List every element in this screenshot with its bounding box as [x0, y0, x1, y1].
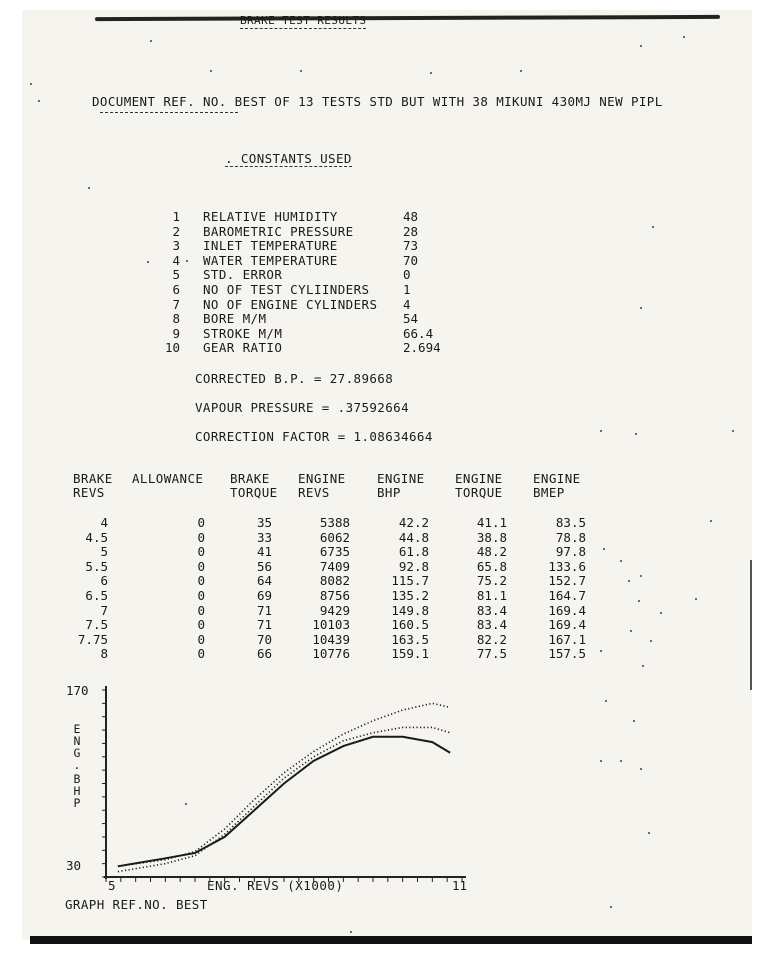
constant-number: 4 — [172, 252, 180, 268]
x-tick-label: 11 — [452, 878, 468, 893]
table-cell: 35 — [256, 515, 272, 530]
table-cell: 152.7 — [548, 573, 586, 589]
constant-number: 6 — [172, 282, 180, 297]
constant-label: BAROMETRIC PRESSURE — [203, 223, 354, 239]
table-cell: 133.6 — [548, 558, 586, 574]
constant-value: 54 — [403, 311, 419, 327]
table-cell: 149.8 — [391, 602, 429, 618]
scan-speck — [660, 612, 662, 614]
table-cell: 97.8 — [555, 544, 586, 560]
table-cell: 78.8 — [555, 529, 586, 545]
table-cell: 77.5 — [476, 646, 507, 662]
scan-speck — [185, 803, 187, 805]
scan-speck — [210, 70, 212, 72]
scan-speck — [638, 600, 640, 602]
scan-speck — [633, 720, 635, 722]
corrected-bp: CORRECTED B.P. = 27.89668 — [195, 371, 394, 386]
table-cell: 56 — [256, 558, 272, 574]
constant-value: 66.4 — [403, 325, 434, 341]
table-cell: 7 — [100, 602, 108, 618]
constant-label: NO OF TEST CYLIINDERS — [203, 282, 370, 297]
column-header: ALLOWANCE — [132, 471, 204, 486]
table-cell: 69 — [256, 588, 272, 603]
table-cell: 0 — [197, 602, 205, 618]
table-cell: 7.5 — [85, 617, 108, 633]
scan-speck — [430, 72, 432, 74]
table-cell: 6.5 — [85, 588, 108, 603]
table-cell: 8756 — [319, 588, 350, 603]
scan-speck — [147, 261, 149, 263]
constant-number: 7 — [172, 296, 180, 312]
constant-number: 5 — [172, 267, 180, 283]
table-cell: 66 — [256, 646, 272, 662]
column-header: ENGINE TORQUE — [455, 471, 503, 500]
table-cell: 7409 — [319, 558, 350, 574]
y-tick-label: 170 — [66, 683, 89, 698]
document-ref: DOCUMENT REF. NO. BEST OF 13 TESTS STD BUT WITH 38 MIKUNI 430MJ NEW PIPL — [92, 94, 663, 109]
table-cell: 7.75 — [77, 631, 108, 647]
constant-value: 0 — [403, 267, 411, 283]
table-cell: 41 — [256, 544, 272, 560]
constant-label: WATER TEMPERATURE — [203, 252, 338, 268]
y-axis-label-char: P — [73, 796, 81, 810]
table-cell: 159.1 — [391, 646, 429, 662]
column-header: ENGINE REVS — [298, 471, 346, 500]
scan-speck — [710, 520, 712, 522]
table-cell: 6062 — [319, 529, 350, 545]
table-cell: 83.4 — [476, 602, 507, 618]
y-tick-label: 30 — [66, 858, 82, 873]
table-cell: 71 — [256, 617, 272, 633]
constant-number: 8 — [172, 311, 180, 327]
table-cell: 167.1 — [548, 631, 586, 647]
scan-speck — [683, 36, 685, 38]
vapour-pressure: VAPOUR PRESSURE = .37592664 — [195, 400, 409, 415]
paper-edge — [750, 560, 752, 690]
table-cell: 83.5 — [555, 515, 586, 530]
table-cell: 48.2 — [476, 544, 507, 560]
constants-heading: . CONSTANTS USED — [225, 151, 352, 166]
scan-speck — [610, 906, 612, 908]
table-cell: 65.8 — [476, 558, 507, 574]
column-header: BRAKE TORQUE — [230, 471, 278, 500]
column-header: ENGINE BMEP — [533, 471, 581, 500]
table-cell: 70 — [256, 631, 272, 647]
table-cell: 5 — [100, 544, 108, 560]
constant-value: 28 — [403, 223, 419, 239]
constant-number: 3 — [172, 238, 180, 254]
table-cell: 82.2 — [476, 631, 507, 647]
table-cell: 0 — [197, 588, 205, 603]
y-axis-label-char: G — [73, 746, 81, 760]
table-cell: 83.4 — [476, 617, 507, 633]
table-cell: 42.2 — [398, 515, 429, 530]
table-cell: 75.2 — [476, 573, 507, 589]
table-cell: 115.7 — [391, 573, 429, 589]
constant-number: 1 — [172, 209, 180, 224]
y-axis-label-char: B — [73, 772, 81, 786]
scan-speck — [350, 931, 352, 933]
scan-speck — [600, 650, 602, 652]
table-cell: 0 — [197, 646, 205, 662]
table-cell: 169.4 — [548, 617, 586, 633]
scan-speck — [605, 700, 607, 702]
table-cell: 135.2 — [391, 588, 429, 603]
table-cell: 0 — [197, 631, 205, 647]
table-cell: 61.8 — [398, 544, 429, 560]
table-cell: 0 — [197, 515, 205, 530]
table-cell: 8082 — [319, 573, 350, 589]
constant-label: INLET TEMPERATURE — [203, 238, 338, 254]
scan-speck — [600, 430, 602, 432]
constant-value: 4 — [403, 296, 411, 312]
scan-speck — [38, 100, 40, 102]
scan-speck — [650, 640, 652, 642]
constant-value: 1 — [403, 282, 411, 297]
scan-speck — [620, 760, 622, 762]
y-axis-label-char: N — [73, 734, 81, 748]
table-cell: 5388 — [319, 515, 350, 530]
scan-speck — [600, 760, 602, 762]
scan-speck — [300, 70, 302, 72]
table-cell: 5.5 — [85, 558, 108, 574]
constant-label: BORE M/M — [203, 311, 267, 327]
table-cell: 4 — [100, 515, 108, 530]
scan-speck — [652, 226, 654, 228]
scan-speck — [186, 260, 188, 262]
scan-speck — [640, 45, 642, 47]
table-cell: 33 — [256, 529, 272, 545]
constant-value: 73 — [403, 238, 419, 254]
x-axis-label: ENG. REVS (X1000) — [207, 878, 344, 893]
x-tick-label: 5 — [108, 878, 116, 893]
table-cell: 10103 — [312, 617, 350, 633]
constant-label: NO OF ENGINE CYLINDERS — [203, 296, 378, 312]
y-axis-label-char: . — [73, 758, 81, 772]
table-cell: 0 — [197, 617, 205, 633]
table-cell: 160.5 — [391, 617, 429, 633]
table-cell: 10439 — [312, 631, 350, 647]
table-cell: 81.1 — [476, 588, 507, 603]
table-cell: 8 — [100, 646, 108, 662]
constant-value: 2.694 — [403, 340, 441, 356]
scan-speck — [732, 430, 734, 432]
correction-factor: CORRECTION FACTOR = 1.08634664 — [195, 429, 433, 444]
scan-speck — [648, 832, 650, 834]
table-cell: 9429 — [319, 602, 350, 618]
table-cell: 44.8 — [398, 529, 429, 545]
scan-speck — [635, 433, 637, 435]
constant-number: 2 — [172, 223, 180, 239]
scan-speck — [695, 598, 697, 600]
constant-value: 70 — [403, 252, 419, 268]
page-title: BRAKE TEST RESULTS — [240, 14, 367, 27]
scan-speck — [150, 40, 152, 42]
constant-value: 48 — [403, 209, 419, 224]
scan-speck — [30, 83, 32, 85]
scan-speck — [520, 70, 522, 72]
scan-speck — [630, 630, 632, 632]
constant-label: STROKE M/M — [203, 325, 283, 341]
constant-label: STD. ERROR — [203, 267, 283, 283]
constant-label: GEAR RATIO — [203, 340, 283, 356]
table-cell: 71 — [256, 602, 272, 618]
table-cell: 0 — [197, 573, 205, 589]
constant-label: RELATIVE HUMIDITY — [203, 209, 338, 224]
scan-speck — [640, 575, 642, 577]
table-cell: 92.8 — [398, 558, 429, 574]
table-cell: 163.5 — [391, 631, 429, 647]
document-ref-underline — [100, 112, 238, 113]
table-cell: 0 — [197, 529, 205, 545]
paper-shadow — [30, 936, 752, 944]
scan-speck — [88, 187, 90, 189]
table-cell: 6735 — [319, 544, 350, 560]
scan-speck — [620, 560, 622, 562]
y-axis-label-char: H — [73, 784, 81, 798]
scan-speck — [603, 548, 605, 550]
constant-number: 9 — [172, 325, 180, 341]
table-cell: 6 — [100, 573, 108, 589]
table-cell: 10776 — [312, 646, 350, 662]
scan-speck — [642, 665, 644, 667]
scan-speck — [628, 580, 630, 582]
table-cell: 41.1 — [476, 515, 507, 530]
table-cell: 164.7 — [548, 588, 586, 603]
table-cell: 0 — [197, 544, 205, 560]
column-header: ENGINE BHP — [377, 471, 425, 500]
table-cell: 157.5 — [548, 646, 586, 662]
scan-speck — [640, 768, 642, 770]
column-header: BRAKE REVS — [73, 471, 113, 500]
table-cell: 169.4 — [548, 602, 586, 618]
table-cell: 4.5 — [85, 529, 108, 545]
y-axis-label-char: E — [73, 722, 81, 736]
constant-number: 10 — [164, 340, 180, 356]
scan-speck — [640, 307, 642, 309]
table-cell: 64 — [256, 573, 272, 589]
graph-ref: GRAPH REF.NO. BEST — [65, 897, 208, 912]
table-cell: 0 — [197, 558, 205, 574]
table-cell: 38.8 — [476, 529, 507, 545]
